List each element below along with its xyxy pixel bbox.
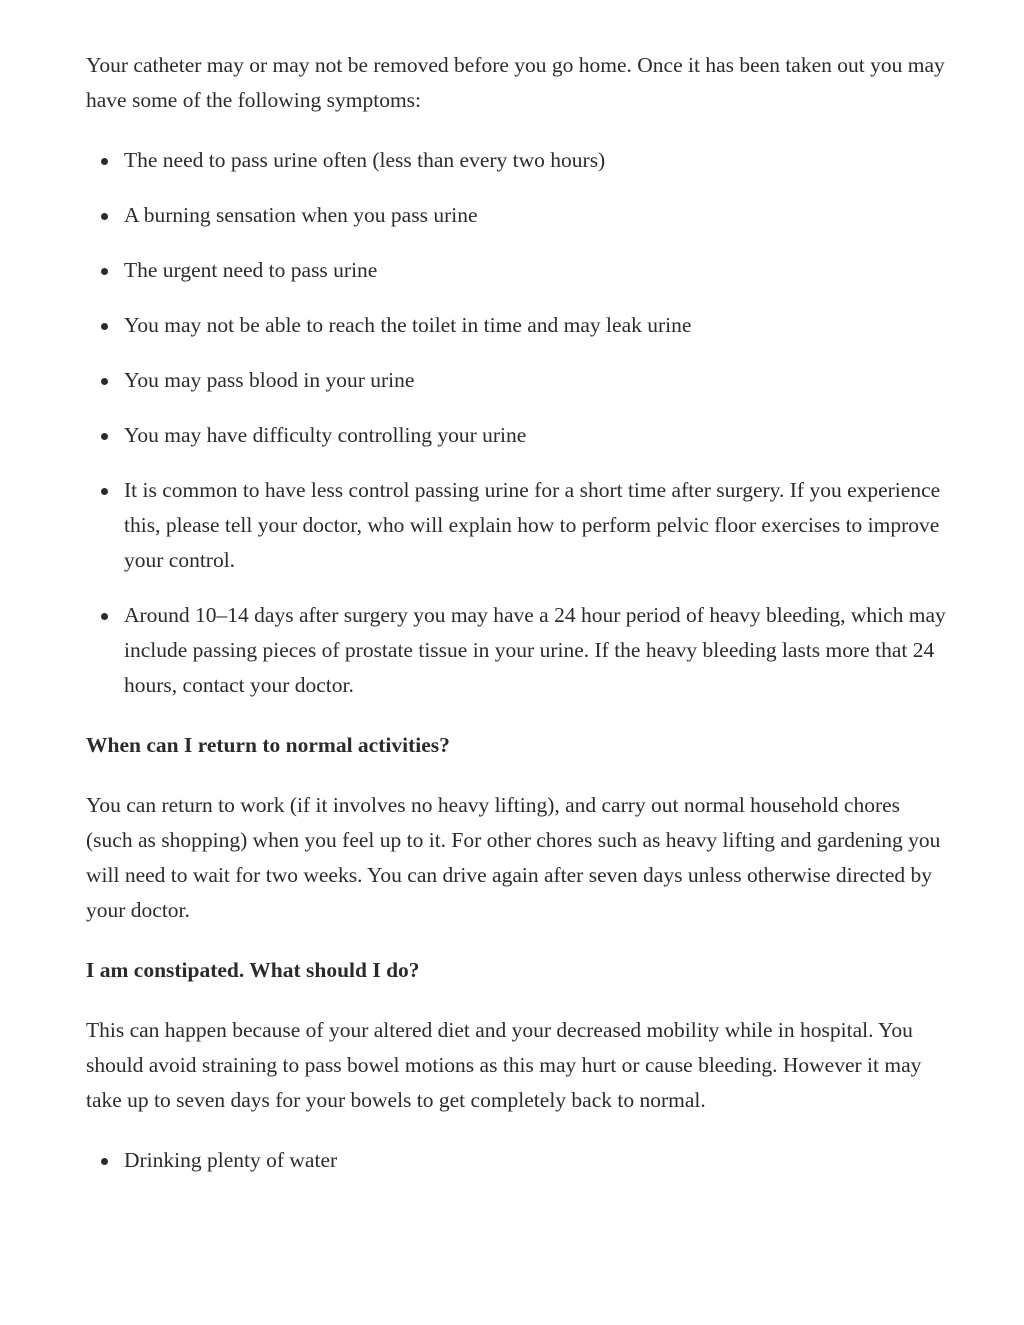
constipation-paragraph: This can happen because of your altered diet and your decreased mobility while in hospital. You should avoid straining to pass bowel motions as this may hurt or cause bleeding. However it may take up to seven days for your bowels to get completely back to normal.	[86, 1018, 922, 1112]
catheter-intro-paragraph: Your catheter may or may not be removed before you go home. Once it has been taken out you may have some of the following symptoms:	[86, 53, 945, 112]
symptom-list-item: It is common to have less control passing urine for a short time after surgery. If you experience this, please tell your doctor, who will explain how to perform pelvic floor exercises to improve your control.	[124, 473, 946, 578]
symptoms-list	[86, 143, 946, 703]
activities-heading: When can I return to normal activities?	[86, 733, 450, 757]
symptom-list-item: The urgent need to pass urine	[124, 253, 946, 288]
activities-paragraph: You can return to work (if it involves no heavy lifting), and carry out normal household chores (such as shopping) when you feel up to it. For other chores such as heavy lifting and gardening you will need to wait for two weeks. You can drive again after seven days unless otherwise directed by your doctor.	[86, 793, 941, 922]
symptom-list-item: The need to pass urine often (less than every two hours)	[124, 143, 946, 178]
symptom-list-item: Around 10–14 days after surgery you may have a 24 hour period of heavy bleeding, which may include passing pieces of prostate tissue in your urine. If the heavy bleeding lasts more that 24 hours, contact your doctor.	[124, 598, 946, 703]
tip-list-item: Drinking plenty of water	[124, 1143, 946, 1178]
symptom-list-item: You may not be able to reach the toilet in time and may leak urine	[124, 308, 946, 343]
document-body	[86, 48, 946, 1203]
symptom-list-item: You may pass blood in your urine	[124, 363, 946, 398]
constipation-heading: I am constipated. What should I do?	[86, 958, 420, 982]
symptom-list-item: A burning sensation when you pass urine	[124, 198, 946, 233]
constipation-tips-list	[86, 1143, 946, 1178]
symptom-list-item: You may have difficulty controlling your urine	[124, 418, 946, 453]
